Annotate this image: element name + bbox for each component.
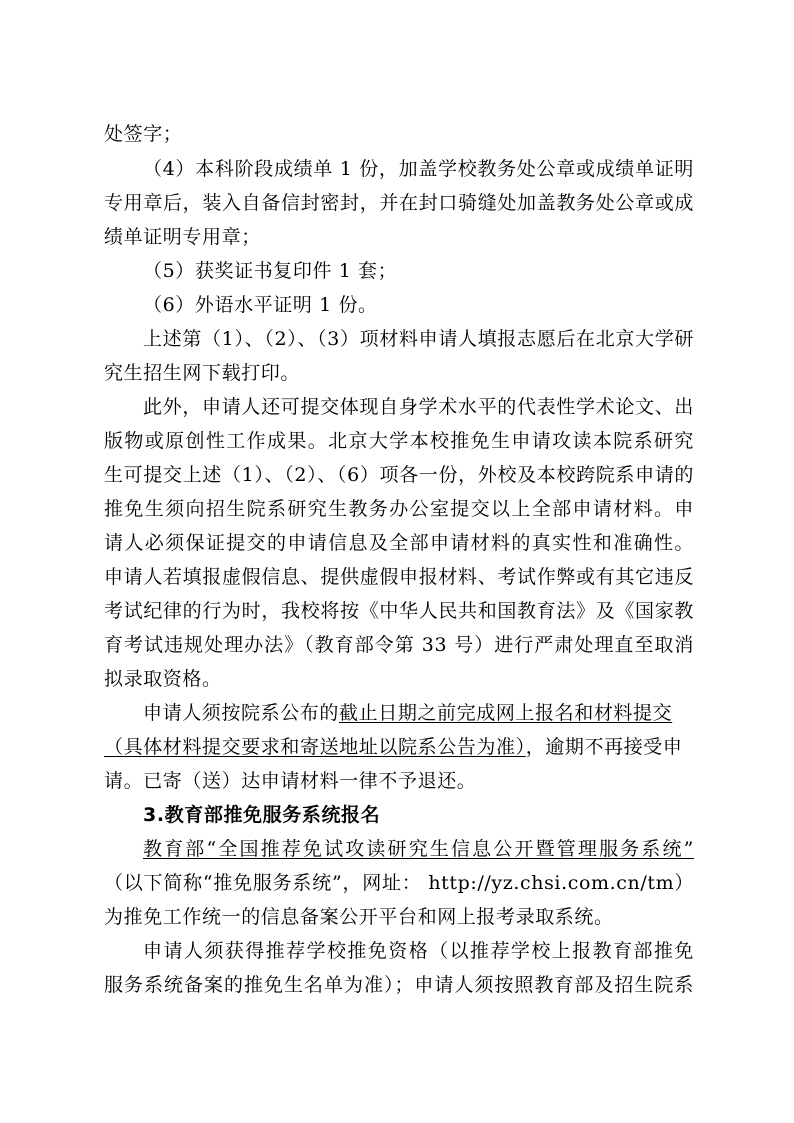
- text-line: （4）本科阶段成绩单 1 份，加盖学校教务处公章或成绩单证明: [143, 158, 694, 180]
- text-line: [143, 701, 694, 725]
- text-line: 生可提交上述（1）、（2）、（6）项各一份，外校及本校跨院系申请的: [104, 464, 694, 486]
- underlined-text-line: 教育部“全国推荐免试攻读研究生信息公开暨管理服务系统”: [143, 838, 694, 860]
- section-heading: 3.教育部推免服务系统报名: [143, 804, 381, 826]
- text-line: 为推免工作统一的信息备案公开平台和网上报考录取系统。: [104, 906, 614, 928]
- text-line: 请人必须保证提交的申请信息及全部申请材料的真实性和准确性。: [104, 532, 694, 554]
- underlined-text: 截止日期之前完成网上报名和材料提交: [339, 702, 673, 724]
- text-line: 此外，申请人还可提交体现自身学术水平的代表性学术论文、出: [143, 396, 694, 418]
- text-line: 绩单证明专用章；: [104, 226, 261, 248]
- text-line: （5）获奖证书复印件 1 套；: [143, 260, 398, 282]
- text-line: （6）外语水平证明 1 份。: [143, 294, 378, 316]
- text-line: 拟录取资格。: [104, 668, 222, 690]
- text-line-with-url: （以下简称“推免服务系统”，网址： http://yz.chsi.com.cn/tm）: [104, 872, 694, 894]
- text-line: 服务系统备案的推免生名单为准）；申请人须按照教育部及招生院系: [104, 974, 694, 996]
- text-line: [104, 735, 694, 759]
- text-line: 专用章后，装入自备信封密封，并在封口骑缝处加盖教务处公章或成: [104, 192, 694, 214]
- text-line: 版物或原创性工作成果。北京大学本校推免生申请攻读本院系研究: [104, 430, 694, 452]
- text-line: 处签字；: [104, 123, 183, 145]
- text-line: 申请人若填报虚假信息、提供虚假申报材料、考试作弊或有其它违反: [104, 566, 694, 588]
- text-line: 推免生须向招生院系研究生教务办公室提交以上全部申请材料。申: [104, 498, 694, 520]
- text-line: 考试纪律的行为时，我校将按《中华人民共和国教育法》及《国家教: [104, 600, 694, 622]
- text-span: 申请人须按院系公布的: [143, 702, 340, 724]
- text-line: 育考试违规处理办法》（教育部令第 33 号）进行严肃处理直至取消: [104, 634, 694, 656]
- underlined-text: （具体材料提交要求和寄送地址以院系公告为准）: [104, 736, 526, 758]
- text-line: 上述第（1）、（2）、（3）项材料申请人填报志愿后在北京大学研: [143, 328, 694, 350]
- text-line: 究生招生网下载打印。: [104, 362, 301, 384]
- text-line: 申请人须获得推荐学校推免资格（以推荐学校上报教育部推免: [143, 940, 694, 962]
- text-line: 请。已寄（送）达申请材料一律不予退还。: [104, 770, 477, 792]
- text-span: ，逾期不再接受申: [525, 736, 683, 758]
